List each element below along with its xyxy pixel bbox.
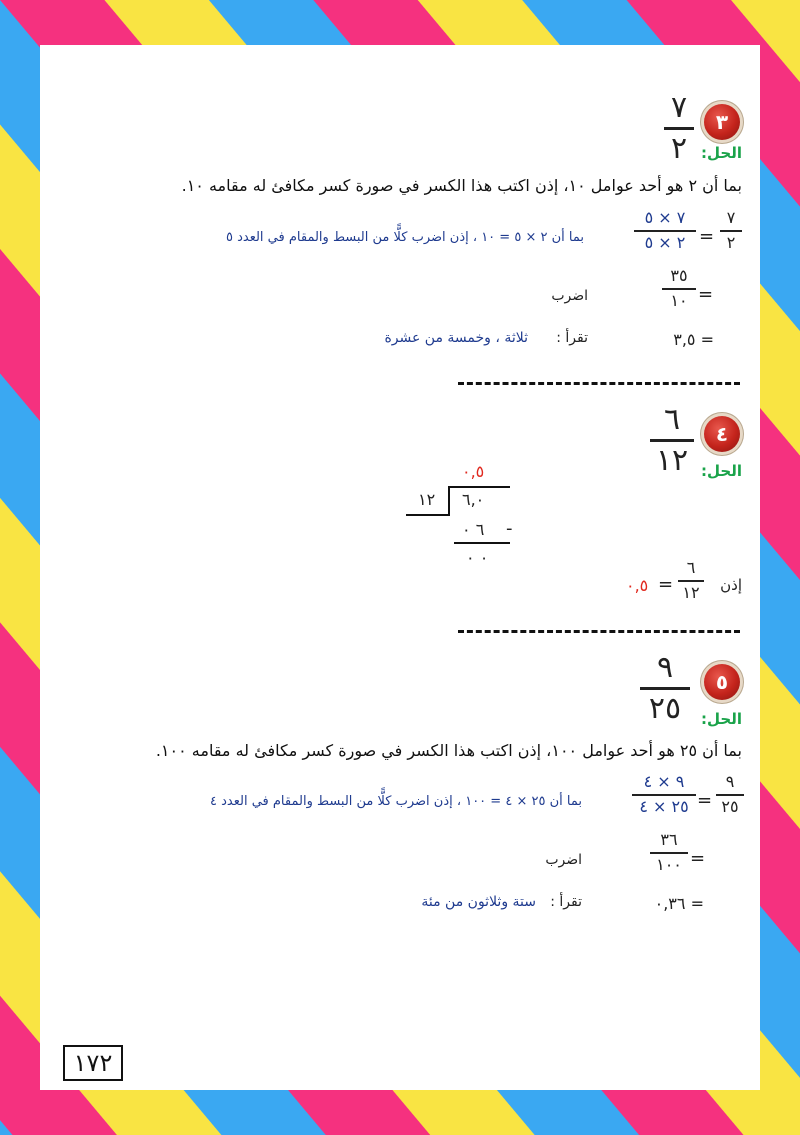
fraction-numerator: ٧ × ٥ xyxy=(644,208,686,227)
fraction-numerator: ٧ xyxy=(726,208,736,227)
fraction-numerator: ٣٦ xyxy=(660,830,678,849)
fraction-bar xyxy=(650,852,688,854)
step-1-rhs-fraction xyxy=(632,774,696,816)
division-quotient: ٠,٥ xyxy=(462,462,485,481)
subtraction-line xyxy=(454,542,510,544)
question-3-fraction xyxy=(664,92,694,164)
question-number-badge-3: ٣ xyxy=(704,104,740,140)
question-number-badge-5: ٥ xyxy=(704,664,740,700)
conclusion-result: ٠,٥ xyxy=(626,576,649,595)
fraction-numerator: ٦ xyxy=(686,558,696,577)
fraction-denominator: ٢ xyxy=(726,232,736,252)
fraction-denominator: ١٠٠ xyxy=(656,854,682,874)
question-4-fraction xyxy=(650,404,694,476)
section-divider xyxy=(458,630,740,633)
fraction-bar xyxy=(716,794,744,796)
conclusion-word: إذن xyxy=(720,576,742,594)
conclusion-fraction xyxy=(678,560,704,602)
fraction-bar xyxy=(720,230,742,232)
step-2-fraction xyxy=(662,268,696,310)
minus-sign: - xyxy=(506,518,513,539)
step-1-lhs-fraction xyxy=(716,774,744,816)
read-text: ثلاثة ، وخمسة من عشرة xyxy=(384,330,528,346)
read-label: تقرأ : xyxy=(556,330,588,346)
step-1-rhs-fraction xyxy=(634,210,696,252)
division-divisor: ١٢ xyxy=(418,490,436,509)
step-3-value: = ٣,٥ xyxy=(673,330,714,349)
equals-sign: = xyxy=(697,790,713,811)
step-1-note: بما أن ٢ × ٥ = ١٠ ، إذن اضرب كلًّا من البسط والمقام في العدد ٥ xyxy=(225,230,584,245)
step-1-note: بما أن ٢٥ × ٤ = ١٠٠ ، إذن اضرب كلًّا من البسط والمقام في العدد ٤ xyxy=(210,794,582,809)
fraction-numerator: ٦ xyxy=(663,402,681,437)
fraction-denominator: ٢٥ × ٤ xyxy=(639,796,689,816)
step-1-lhs-fraction xyxy=(720,210,742,252)
solution-label: الحل: xyxy=(701,462,742,480)
question-5-fraction xyxy=(640,652,690,724)
division-dividend: ٦,٠ xyxy=(462,490,485,509)
read-text: ستة وثلاثون من مئة xyxy=(421,894,536,910)
fraction-denominator: ٢ xyxy=(670,130,688,166)
division-remainder: ٠ ٠ xyxy=(466,548,489,567)
fraction-numerator: ٧ xyxy=(670,90,688,125)
equals-sign: = xyxy=(699,226,715,247)
page-sheet xyxy=(40,45,760,1090)
fraction-bar xyxy=(662,288,696,290)
fraction-denominator: ١٢ xyxy=(682,582,700,602)
fraction-denominator: ١٠ xyxy=(670,290,688,310)
fraction-denominator: ٢٥ xyxy=(648,690,682,726)
fraction-bar xyxy=(640,687,690,690)
solution-label: الحل: xyxy=(701,710,742,728)
step-2-fraction xyxy=(650,832,688,874)
question-number-badge-4: ٤ xyxy=(704,416,740,452)
section-divider xyxy=(458,382,740,385)
question-3-statement: بما أن ٢ هو أحد عوامل ١٠، إذن اكتب هذا الكسر في صورة كسر مكافئ له مقامه ١٠. xyxy=(181,176,742,195)
division-subtract: ٦ ٠ xyxy=(462,520,485,539)
solution-label: الحل: xyxy=(701,144,742,162)
step-3-value: = ٠,٣٦ xyxy=(654,894,704,913)
fraction-numerator: ٩ xyxy=(725,772,735,791)
equals-sign: = xyxy=(698,284,714,305)
fraction-denominator: ٢٥ xyxy=(721,796,739,816)
equals-sign: = xyxy=(690,848,706,869)
fraction-numerator: ٩ xyxy=(656,650,674,685)
fraction-denominator: ١٢ xyxy=(655,442,689,478)
read-label: تقرأ : xyxy=(550,894,582,910)
step-2-note: اضرب xyxy=(551,288,588,304)
fraction-numerator: ٩ × ٤ xyxy=(643,772,685,791)
question-5-statement: بما أن ٢٥ هو أحد عوامل ١٠٠، إذن اكتب هذا الكسر في صورة كسر مكافئ له مقامه ١٠٠. xyxy=(155,741,742,760)
divisor-underline xyxy=(406,514,450,516)
page-number: ١٧٢ xyxy=(63,1045,123,1081)
fraction-denominator: ٢ × ٥ xyxy=(644,232,686,252)
fraction-numerator: ٣٥ xyxy=(670,266,688,285)
fraction-bar xyxy=(664,127,694,130)
fraction-bar xyxy=(632,794,696,796)
step-2-note: اضرب xyxy=(545,852,582,868)
equals-sign: = xyxy=(658,574,674,595)
fraction-bar xyxy=(650,439,694,442)
fraction-bar xyxy=(634,230,696,232)
fraction-bar xyxy=(678,580,704,582)
